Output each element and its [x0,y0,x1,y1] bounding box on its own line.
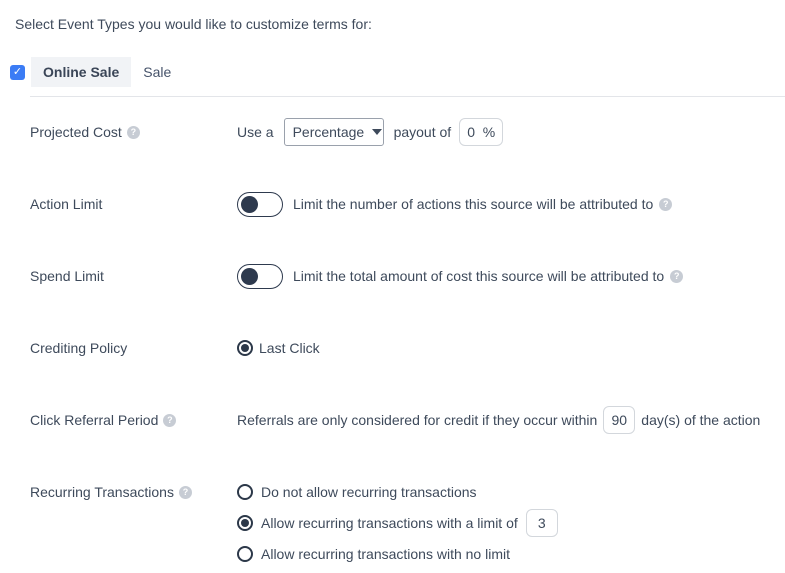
payout-unit: % [482,124,496,140]
recurring-option-no-limit [237,539,510,569]
recurring-limit-input[interactable] [526,509,558,537]
click-referral-label: Click Referral Period [30,412,159,428]
recurring-limit-label: Allow recurring transactions with a limit of [261,515,518,531]
help-icon[interactable]: ? [179,486,192,499]
action-limit-content [237,192,672,217]
recurring-limit-radio[interactable] [237,515,253,531]
referral-text-after: day(s) of the action [641,412,761,428]
row-spend-limit [30,261,785,291]
action-limit-label: Action Limit [30,196,103,212]
recurring-label-group [30,477,237,507]
row-crediting-policy [30,333,785,363]
row-recurring-transactions [30,477,785,570]
last-click-label: Last Click [259,340,320,356]
spend-limit-description: Limit the total amount of cost this source will be attributed to [293,268,665,284]
spend-limit-toggle[interactable] [237,264,283,289]
referral-days-input[interactable] [603,406,635,434]
checkmark-icon: ✓ [12,65,23,78]
help-icon[interactable]: ? [670,270,683,283]
chevron-down-icon [372,129,382,135]
payout-value-input[interactable] [459,118,503,146]
help-icon[interactable]: ? [659,198,672,211]
spend-limit-label: Spend Limit [30,268,104,284]
payout-type-select[interactable] [284,118,384,146]
referral-days-value: 90 [611,412,628,428]
tab-sale[interactable]: Sale [143,64,172,80]
no-recurring-radio[interactable] [237,484,253,500]
recurring-no-limit-label: Allow recurring transactions with no limit [261,546,510,562]
action-limit-description: Limit the number of actions this source will be attributed to [293,196,654,212]
payout-value: 0 [467,124,475,140]
tab-online-sale[interactable]: Online Sale [31,57,131,87]
help-icon[interactable]: ? [127,126,140,139]
toggle-knob [241,196,258,213]
payout-prefix-text: Use a [237,124,274,140]
click-referral-label-group [30,412,237,428]
payout-type-value: Percentage [292,124,365,140]
recurring-options [237,477,558,570]
row-action-limit [30,189,785,219]
last-click-radio[interactable] [237,340,253,356]
event-type-checkbox[interactable] [10,65,25,80]
crediting-policy-content [237,340,320,356]
recurring-label: Recurring Transactions [30,484,174,500]
recurring-limit-value: 3 [537,515,546,531]
projected-cost-label-group [30,124,237,140]
recurring-option-limit [237,508,558,538]
help-icon[interactable]: ? [163,414,176,427]
crediting-policy-label-group [30,340,237,356]
referral-text-before: Referrals are only considered for credit if they occur within [237,412,598,428]
projected-cost-content [237,118,503,146]
divider [30,96,785,97]
payout-middle-text: payout of [393,124,452,140]
recurring-option-none [237,477,477,507]
row-click-referral-period [30,405,785,435]
spend-limit-content [237,264,683,289]
recurring-no-limit-radio[interactable] [237,546,253,562]
crediting-policy-label: Crediting Policy [30,340,128,356]
event-types-row [10,57,785,87]
row-projected-cost [30,117,785,147]
action-limit-label-group [30,196,237,212]
projected-cost-label: Projected Cost [30,124,122,140]
page-title: Select Event Types you would like to customize terms for: [15,16,372,32]
toggle-knob [241,268,258,285]
click-referral-content [237,406,760,434]
spend-limit-label-group [30,268,237,284]
no-recurring-label: Do not allow recurring transactions [261,484,477,500]
action-limit-toggle[interactable] [237,192,283,217]
terms-form [30,117,785,570]
